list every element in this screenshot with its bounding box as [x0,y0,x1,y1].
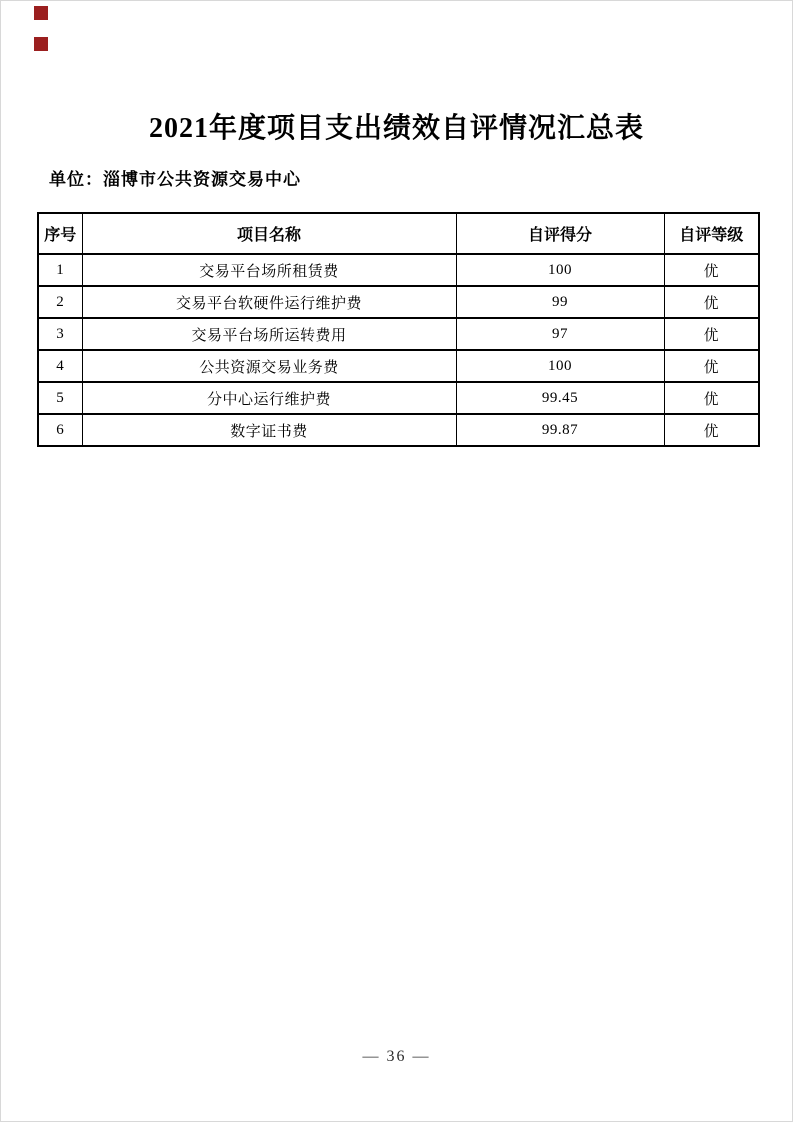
header-cell-project-name: 项目名称 [82,213,456,254]
page-number: — 36 — [362,1048,431,1065]
cell-project-name: 交易平台软硬件运行维护费 [82,286,456,318]
cell-serial: 1 [38,254,82,286]
header-cell-grade: 自评等级 [664,213,759,254]
cell-project-name: 分中心运行维护费 [82,382,456,414]
cell-grade: 优 [664,254,759,286]
table-row [38,286,759,318]
cell-grade: 优 [664,286,759,318]
table-row [38,318,759,350]
red-corner-mark-top [34,6,48,20]
cell-serial: 6 [38,414,82,446]
red-corner-mark-bottom [34,37,48,51]
cell-serial: 4 [38,350,82,382]
cell-project-name: 交易平台场所租赁费 [82,254,456,286]
cell-serial: 5 [38,382,82,414]
cell-grade: 优 [664,382,759,414]
cell-score: 100 [456,350,664,382]
table-row [38,414,759,446]
table-row [38,350,759,382]
header-cell-score: 自评得分 [456,213,664,254]
cell-score: 99.87 [456,414,664,446]
page-title: 2021年度项目支出绩效自评情况汇总表 [148,113,644,144]
table-header-row [38,213,759,254]
header-cell-serial: 序号 [38,213,82,254]
cell-project-name: 数字证书费 [82,414,456,446]
cell-grade: 优 [664,350,759,382]
cell-score: 99 [456,286,664,318]
cell-score: 97 [456,318,664,350]
cell-serial: 2 [38,286,82,318]
table-row [38,254,759,286]
cell-grade: 优 [664,318,759,350]
cell-project-name: 公共资源交易业务费 [82,350,456,382]
cell-score: 100 [456,254,664,286]
unit-label: 单位：淄博市公共资源交易中心 [49,170,301,189]
cell-score: 99.45 [456,382,664,414]
cell-serial: 3 [38,318,82,350]
table-row [38,382,759,414]
cell-grade: 优 [664,414,759,446]
cell-project-name: 交易平台场所运转费用 [82,318,456,350]
summary-table [37,212,760,447]
